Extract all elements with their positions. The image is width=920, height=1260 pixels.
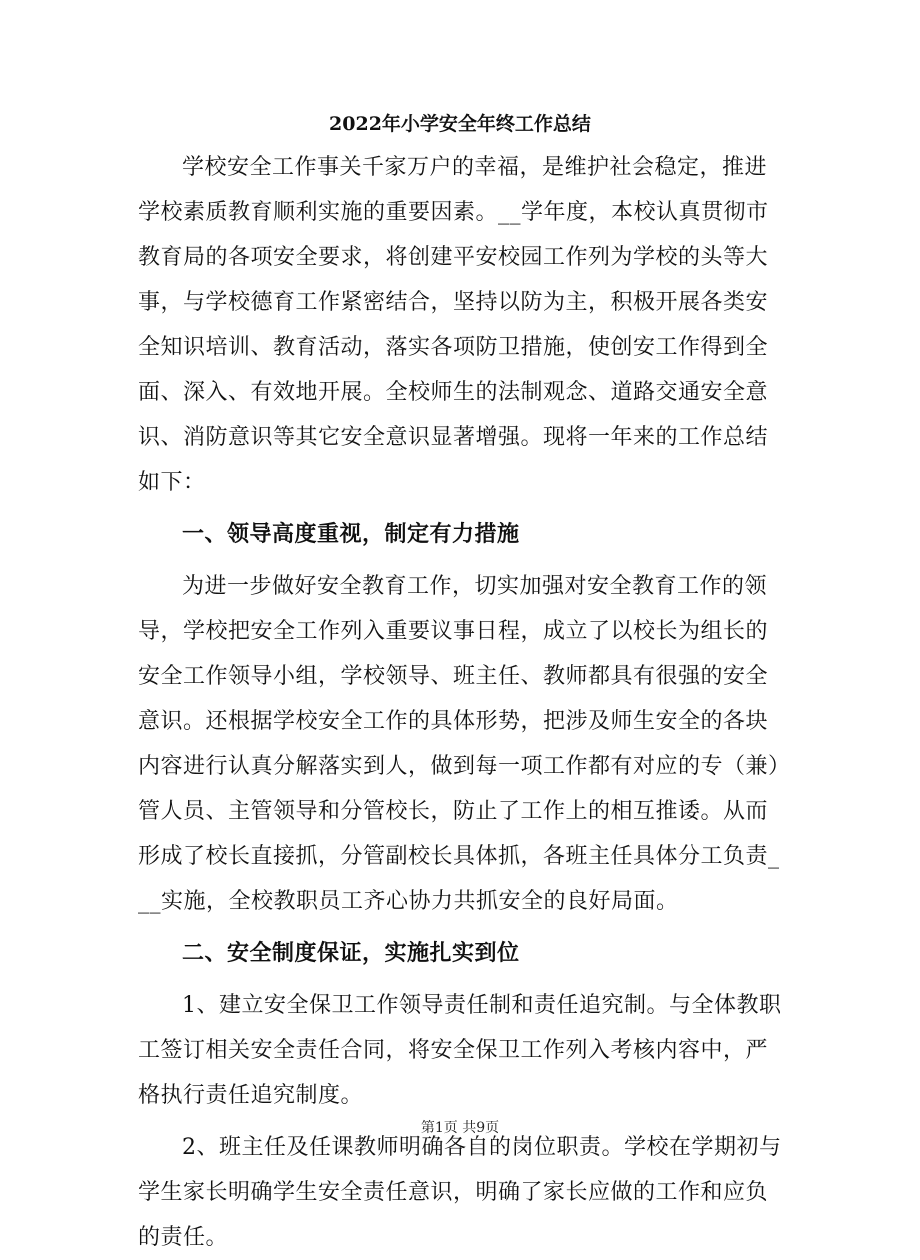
document-title: 2022年小学安全年终工作总结 [329, 113, 591, 135]
section-2-item-2: 2、班主任及任课教师明确各自的岗位职责。学校在学期初与学生家长明确学生安全责任意识，明确了家长应做的工作和应负的责任。 [138, 1135, 782, 1250]
intro-paragraph: 学校安全工作事关千家万户的幸福，是维护社会稳定，推进学校素质教育顺利实施的重要因素。__学年度，本校认真贯彻市教育局的各项安全要求，将创建平安校园工作列为学校的头等大事，与学校德育工作紧密结合，坚持以防为主，积极开展各类安全知识培训、教育活动，落实各项防卫措施，使创安工作得到全面、深入、有效地开展。全校师生的法制观念、道路交通安全意识、消防意识等其它安全意识显著增强。现将一年来的工作总结如下： [138, 155, 769, 495]
section-1-paragraph: 为进一步做好安全教育工作，切实加强对安全教育工作的领导，学校把安全工作列入重要议事日程，成立了以校长为组长的安全工作领导小组，学校领导、班主任、教师都具有很强的安全意识。还根据学校安全工作的具体形势，把涉及师生安全的各块内容进行认真分解落实到人，做到每一项工作都有对应的专（兼）管人员、主管领导和分管校长，防止了工作上的相互推诿。从而形成了校长直接抓，分管副校长具体抓，各班主任具体分工负责___实施，全校教职员工齐心协力共抓安全的良好局面。 [138, 574, 780, 914]
document-body [138, 145, 786, 1260]
page-number: 第1页 共9页 [420, 1120, 500, 1136]
section-2-heading: 二、安全制度保证，实施扎实到位 [182, 940, 520, 966]
section-2-item-1: 1、建立安全保卫工作领导责任制和责任追究制。与全体教职工签订相关安全责任合同，将安全保卫工作列入考核内容中，严格执行责任追究制度。 [138, 993, 782, 1108]
section-1-heading: 一、领导高度重视，制定有力措施 [182, 521, 520, 547]
